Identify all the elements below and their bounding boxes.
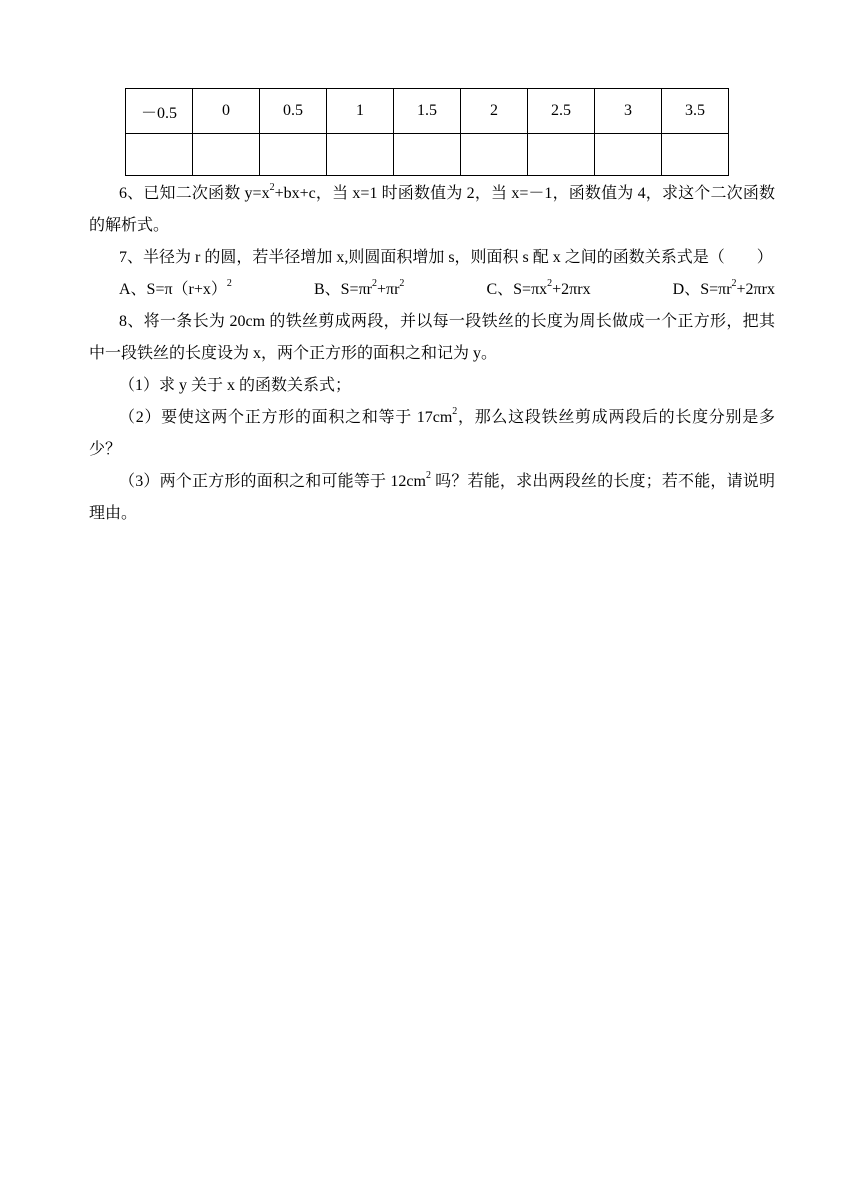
table-row [126,134,729,176]
table-cell: 3 [595,89,662,134]
option-b-text: +πr [376,281,400,298]
option-c-text: +2πrx [552,281,591,298]
question-6-text: 6、已知二次函数 y=x [119,185,270,202]
questions [89,178,775,530]
part-2-text: （2）要使这两个正方形的面积之和等于 17cm [119,409,453,426]
table-cell: 2 [461,89,528,134]
superscript: 2 [731,277,737,289]
question-7-options [89,274,775,306]
table-cell-empty [595,134,662,176]
question-6-text: +bx+c，当 x=1 时函数值为 2，当 x=－1，函数值为 4，求这个二次函数的解析式。 [89,185,775,234]
question-7: 7、半径为 r 的圆，若半径增加 x,则圆面积增加 s，则面积 s 配 x 之间的函数关系式是（ ） [119,249,773,266]
option-a [119,274,232,306]
table-cell: 0 [193,89,260,134]
part-3-text: 吗？若能，求出两段丝的长度；若不能，请说明理由。 [89,473,775,522]
option-d [673,274,775,306]
table-row [126,89,729,134]
option-c [486,274,590,306]
superscript: 2 [452,405,458,417]
option-c-text: C、S=πx [486,281,548,298]
table-cell: 2.5 [528,89,595,134]
superscript: 2 [371,277,377,289]
question-6 [89,178,775,242]
table-cell: 1.5 [394,89,461,134]
table-cell-empty [193,134,260,176]
superscript: 2 [547,277,553,289]
superscript: 2 [399,277,405,289]
part-2-text: ，那么这段铁丝剪成两段后的长度分别是多少？ [89,409,775,458]
table-cell-empty [662,134,729,176]
option-a-text: A、S=π（r+x） [119,281,227,298]
superscript: 2 [226,277,232,289]
option-d-text: +2πrx [736,281,775,298]
table-cell: 1 [327,89,394,134]
table-cell-empty [327,134,394,176]
question-8: 8、将一条长为 20cm 的铁丝剪成两段，并以每一段铁丝的长度为周长做成一个正方形，把其中一段铁丝的长度设为 x，两个正方形的面积之和记为 y。 [89,313,775,362]
table-cell-empty [461,134,528,176]
table-cell-empty [260,134,327,176]
question-8-part-3 [89,466,775,530]
question-8-part-1: （1）求 y 关于 x 的函数关系式； [119,377,352,394]
superscript: 2 [425,469,431,481]
part-3-text: （3）两个正方形的面积之和可能等于 12cm [119,473,426,490]
value-table [125,88,729,176]
table-cell: －0.5 [126,89,193,134]
option-b [314,274,404,306]
superscript: 2 [269,181,275,193]
question-8-part-2 [89,402,775,466]
table-cell: 3.5 [662,89,729,134]
table-cell-empty [126,134,193,176]
option-d-text: D、S=πr [672,281,732,298]
table-cell-empty [528,134,595,176]
option-b-text: B、S=πr [313,281,372,298]
table-cell: 0.5 [260,89,327,134]
table-cell-empty [394,134,461,176]
